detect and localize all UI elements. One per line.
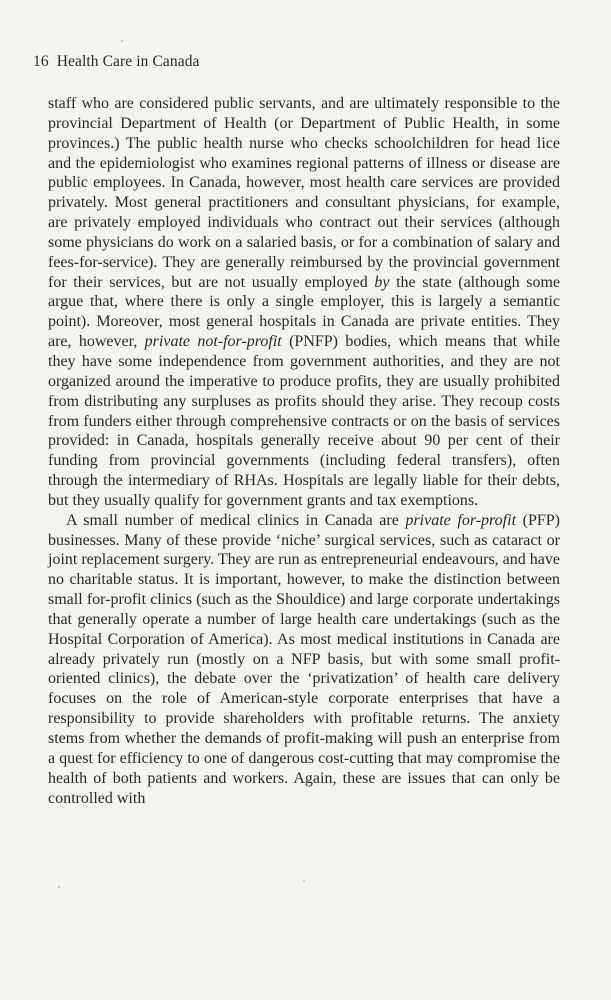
text-run: the state (although some argue that, where there is only a single employer, this is largely a semantic point). Moreover, most general hospitals in Canada are private entities. They are, however, [48, 273, 560, 351]
italic-run: by [374, 273, 390, 291]
text-run: (PFP) businesses. Many of these provide ‘niche’ surgical services, such as cataract or joint replacement surgery. They are run as entrepreneurial endeavours, and have no charitable status. It is important, however, to make the distinction between small for-profit clinics (such as the Shouldice) and large corporate undertakings that generally operate a number of large health care undertakings (such as the Hospital Corporation of America). As most medical institutions in Canada are already privately run (mostly on a NFP basis, but with some small profit-oriented clinics), the debate over the ‘privatization’ of health care delivery focuses on the role of American-style corporate enterprises that have a responsibility to provide shareholders with profitable returns. The anxiety stems from whether the demands of profit-making will push an enterprise from a quest for efficiency to one of dangerous cost-cutting that may compromise the health of both patients and workers. Again, these are issues that can only be controlled with [48, 511, 560, 807]
italic-run: private not-for-profit [144, 333, 282, 351]
running-header [33, 53, 200, 71]
italic-run: private for-profit [405, 511, 517, 529]
paper-speck [303, 880, 305, 882]
body-text [48, 94, 560, 808]
paragraph-2 [48, 511, 560, 809]
paper-speck [121, 40, 123, 42]
text-run: (PNFP) bodies, which means that while they have some independence from government authorities, and they are not organized around the imperative to produce profits, they are usually prohibited from distributing any surpluses as profits should they arise. They recoup costs from funders either through comprehensive contracts or on the basis of services provided: in Canada, hospitals generally receive about 90 per cent of their funding from provincial governments (including federal transfers), often through the intermediary of RHAs. Hospitals are legally liable for their debts, but they usually qualify for government grants and tax exemptions. [48, 333, 561, 509]
text-run: staff who are considered public servants, and are ultimately responsible to the provincial Department of Health (or Department of Public Health, in some provinces.) The public health nurse who checks schoolchildren for head lice and the epidemiologist who examines regional patterns of illness or disease are public employees. In Canada, however, most health care services are provided privately. Most general practitioners and consultant physicians, for example, are privately employed individuals who contract out their services (although some physicians do work on a salaried basis, or for a combination of salary and fees-for-service). They are generally reimbursed by the provincial government for their services, but are not usually employed [48, 95, 560, 291]
page-number: 16 [33, 53, 49, 70]
text-run: A small number of medical clinics in Canada are [66, 511, 406, 529]
paper-speck [58, 886, 60, 888]
running-title: Health Care in Canada [56, 53, 200, 70]
paragraph-1 [48, 94, 560, 511]
